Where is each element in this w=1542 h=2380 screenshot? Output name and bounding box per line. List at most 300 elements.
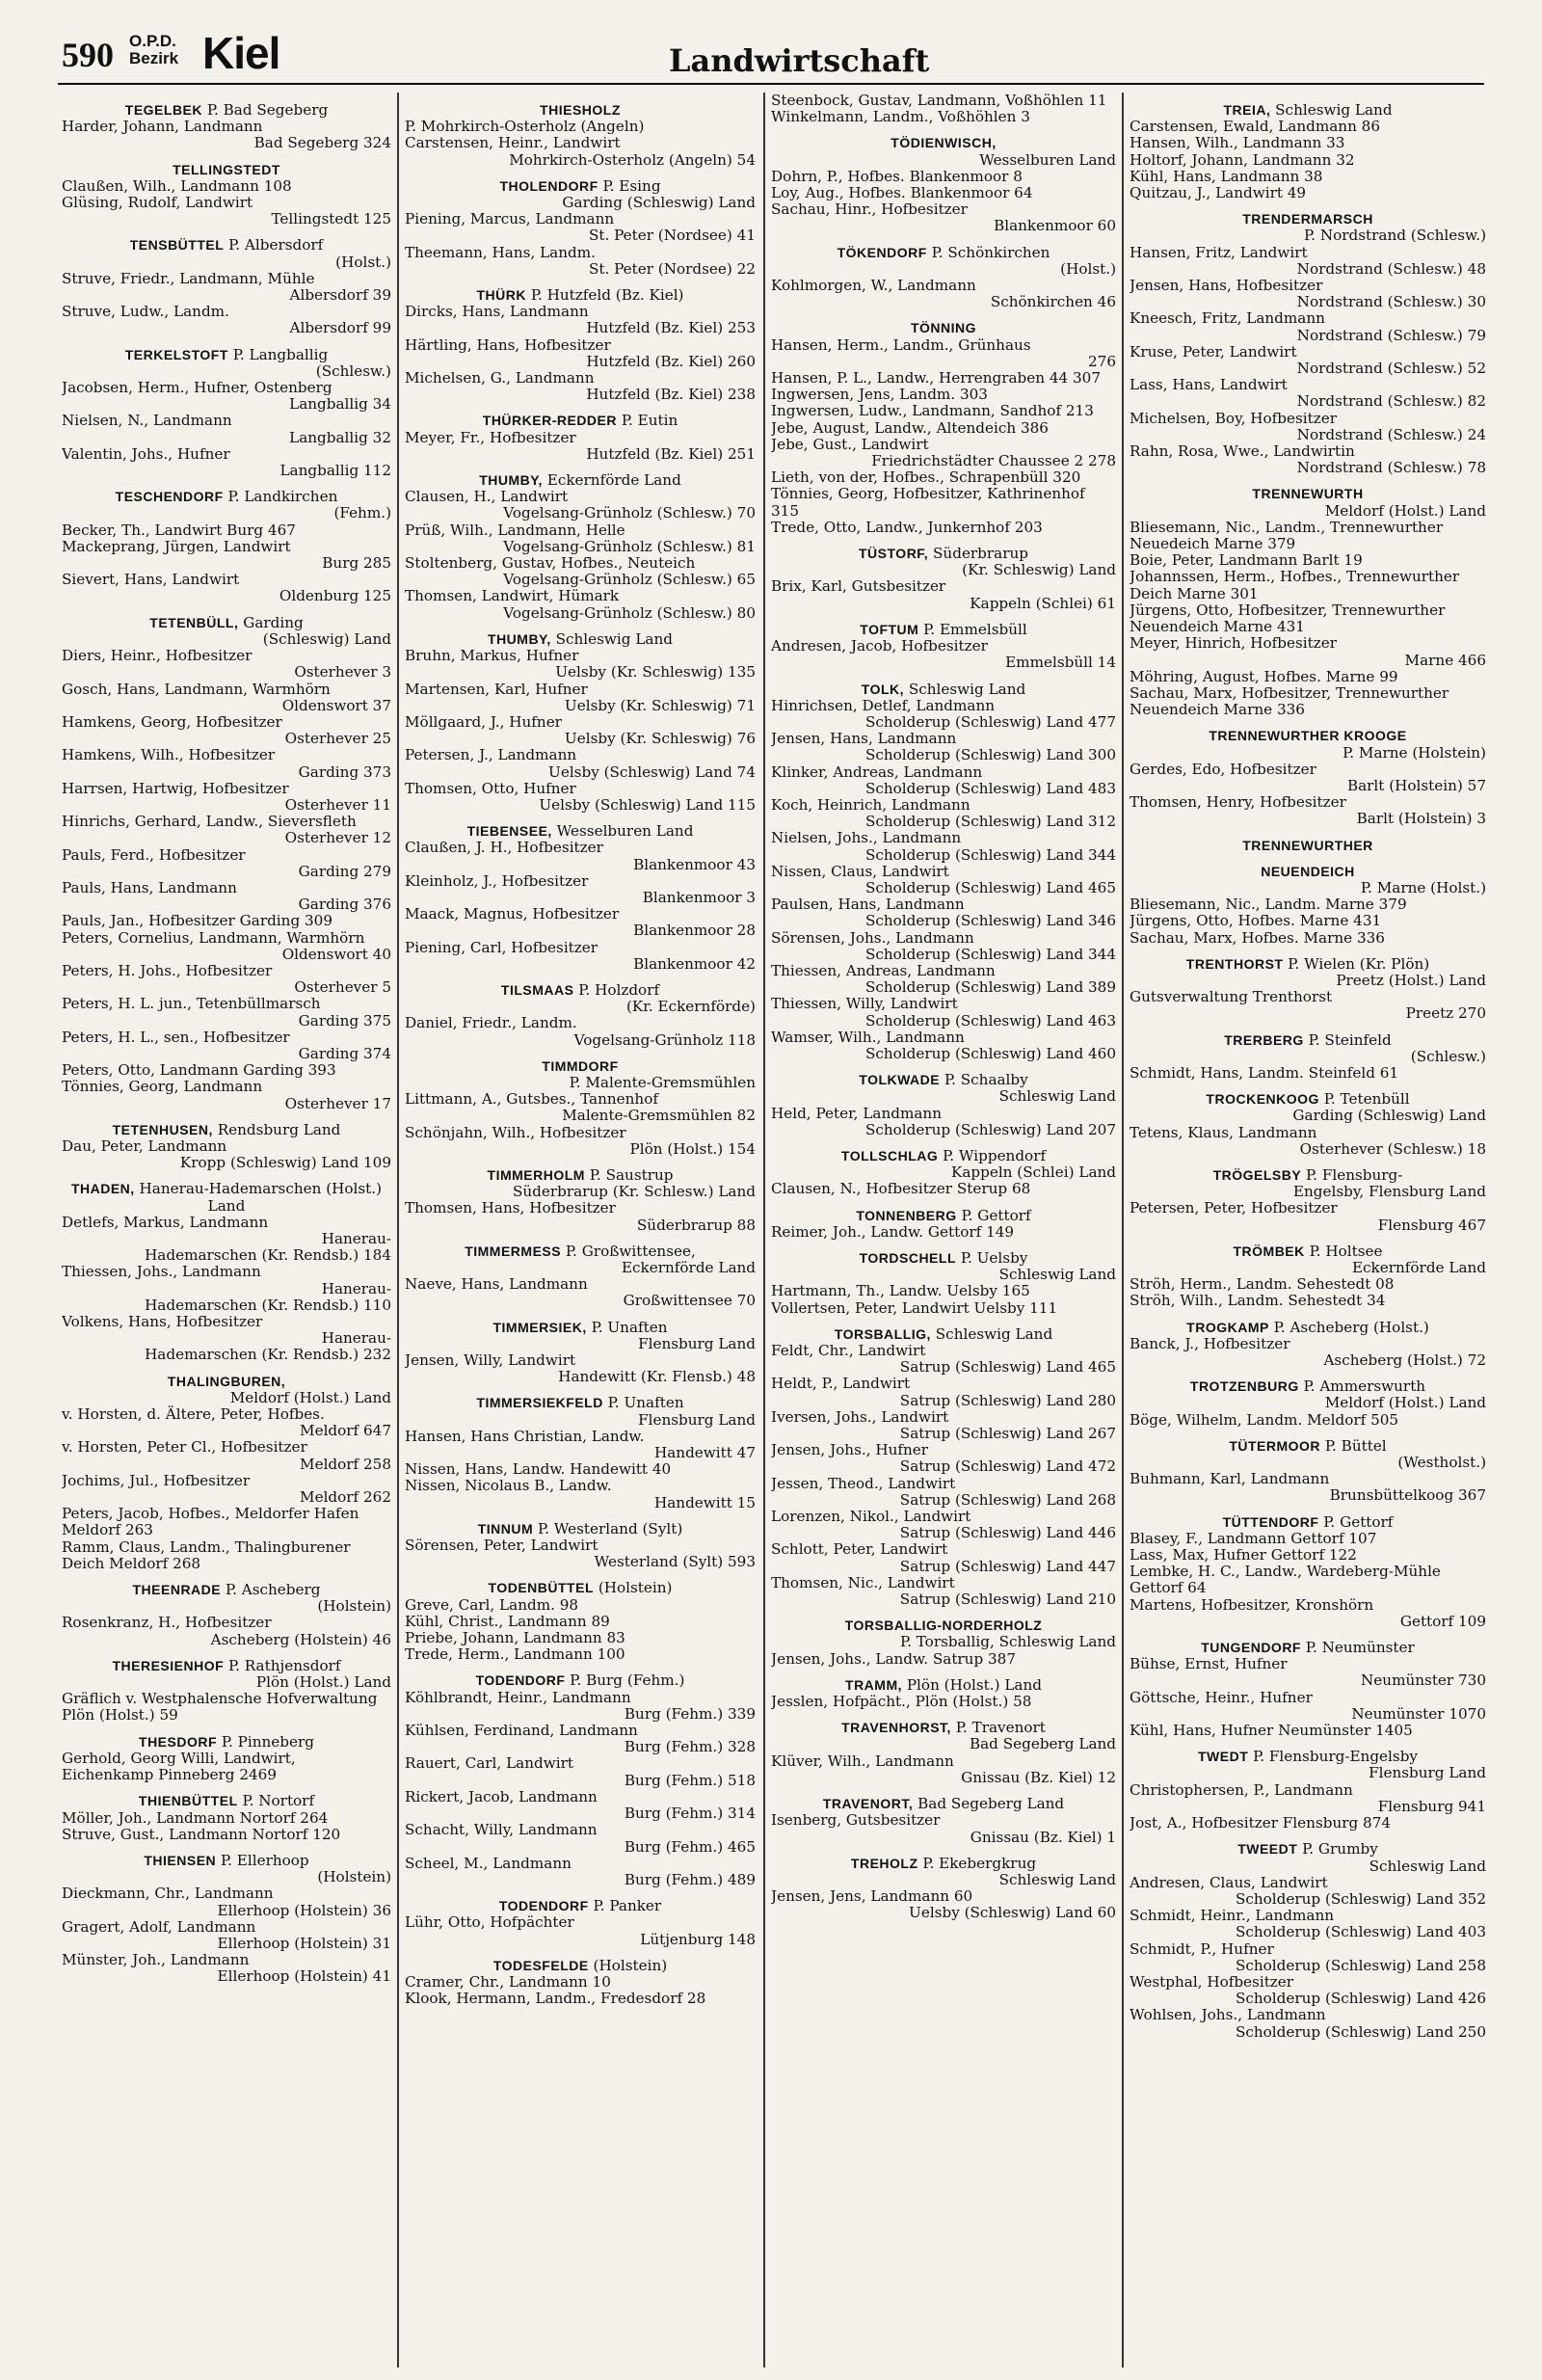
entry-continuation: Uelsby (Kr. Schleswig) 71: [564, 696, 756, 714]
entry-continuation: Ellerhoop (Holstein) 36: [217, 1901, 391, 1919]
place-name: THEENRADE: [132, 1582, 222, 1598]
entry-continuation: Flensburg Land: [638, 1410, 756, 1429]
directory-entry: Heldt, P., Landwirt: [771, 1375, 911, 1393]
entry-continuation: Eckernförde Land: [621, 1259, 756, 1276]
entry-continuation: Plön (Holst.) 154: [629, 1139, 756, 1158]
place-heading: [62, 1122, 391, 1138]
place-postal-info: P. Ascheberg (Holst.): [1268, 1318, 1429, 1336]
entry-continuation: Langballig 112: [279, 462, 391, 480]
directory-entry: Lühr, Otto, Hofpächter: [405, 1913, 574, 1932]
place-postal-info: Süderbrarup: [928, 545, 1028, 563]
place-name: TELLINGSTEDT: [173, 161, 280, 177]
entry-continuation: Satrup (Schleswig) Land 446: [899, 1524, 1116, 1542]
entry-continuation: Satrup (Schleswig) Land 472: [899, 1457, 1116, 1476]
entry-continuation: Burg (Fehm.) 328: [624, 1738, 756, 1756]
place-heading: [405, 1243, 756, 1260]
directory-entry: Buhmann, Karl, Landmann: [1130, 1470, 1330, 1488]
place-heading: [405, 1058, 756, 1075]
directory-entry: Ingwersen, Jens, Landm. 303: [771, 386, 988, 404]
entry-continuation: Vogelsang-Grünholz 118: [573, 1030, 756, 1049]
directory-entry: Schönjahn, Wilh., Hofbesitzer: [405, 1123, 626, 1141]
directory-entry: Peters, Jacob, Hofbes., Meldorfer Hafen Meldorf 263: [62, 1505, 359, 1539]
directory-entry: Hamkens, Georg, Hofbesitzer: [62, 712, 282, 731]
directory-entry: Hansen, P. L., Landw., Herrengraben 44 307: [771, 369, 1102, 388]
entry-continuation: Uelsby (Schleswig) Land 115: [539, 795, 756, 814]
place-name: TORDSCHELL: [859, 1250, 957, 1266]
entry-continuation: Ellerhoop (Holstein) 31: [217, 1934, 391, 1952]
directory-entry: Sörensen, Peter, Landwirt: [405, 1537, 598, 1555]
entry-continuation: Neumünster 1070: [1351, 1704, 1486, 1723]
bezirk-label: Bezirk: [129, 49, 179, 67]
entry-continuation: Preetz (Holst.) Land: [1336, 971, 1486, 989]
place-name: TÜTTENDORF: [1222, 1513, 1319, 1530]
directory-entry: Jessen, Theod., Landwirt: [771, 1474, 956, 1492]
entry-continuation: Scholderup (Schleswig) Land 389: [864, 978, 1116, 997]
place-postal-info: P. Holzdorf: [573, 980, 660, 999]
place-heading: [1130, 1514, 1486, 1531]
place-heading: [1130, 956, 1486, 973]
entry-continuation: Nordstrand (Schlesw.) 82: [1296, 392, 1486, 411]
place-name: TÖKENDORF: [837, 244, 927, 260]
entry-continuation: Blankenmoor 60: [994, 217, 1116, 235]
directory-entry: Maack, Magnus, Hofbesitzer: [405, 905, 620, 923]
directory-entry: Rickert, Jacob, Landmann: [405, 1787, 598, 1805]
entry-continuation: Emmelsbüll 14: [1005, 654, 1116, 672]
directory-entry: Jost, A., Hofbesitzer Flensburg 874: [1130, 1814, 1392, 1832]
directory-entry: Jebe, August, Landw., Altendeich 386: [771, 418, 1049, 437]
directory-entry: Claußen, Wilh., Landmann 108: [62, 176, 292, 195]
directory-entry: Hansen, Hans Christian, Landw.: [405, 1427, 645, 1445]
directory-entry: Klook, Hermann, Landm., Fredesdorf 28: [405, 1990, 706, 2008]
directory-entry: Michelsen, Boy, Hofbesitzer: [1130, 409, 1338, 427]
place-heading: [62, 1734, 391, 1751]
directory-entry: Bliesemann, Nic., Landm. Marne 379: [1130, 896, 1407, 914]
directory-entry: Christophersen, P., Landmann: [1130, 1780, 1353, 1799]
place-heading: [62, 489, 391, 505]
directory-entry: Göttsche, Heinr., Hufner: [1130, 1688, 1313, 1706]
directory-entry: Münster, Joh., Landmann: [62, 1951, 250, 1969]
directory-entry: Kühl, Hans, Landmann 38: [1130, 167, 1323, 185]
entry-continuation: Meldorf 647: [300, 1422, 391, 1440]
directory-entry: Gutsverwaltung Trenthorst: [1130, 988, 1333, 1006]
place-name: TROGKAMP: [1186, 1319, 1269, 1335]
directory-entry: Pauls, Hans, Landmann: [62, 878, 237, 896]
place-postal-info: P. Steinfeld: [1303, 1030, 1392, 1049]
directory-entry: Hamkens, Wilh., Hofbesitzer: [62, 746, 276, 764]
directory-entry: Nissen, Claus, Landwirt: [771, 862, 949, 880]
place-heading: [1130, 1091, 1486, 1108]
place-postal-info: P. Großwittensee,: [561, 1242, 696, 1260]
entry-continuation: Barlt (Holstein) 57: [1346, 776, 1486, 794]
column-divider: [763, 93, 765, 2367]
place-heading: [771, 1208, 1116, 1224]
entry-continuation: (Kr. Eckernförde): [625, 998, 756, 1016]
entry-continuation: P. Malente-Gremsmühlen: [569, 1073, 756, 1091]
entry-continuation: Scholderup (Schleswig) Land 352: [1235, 1889, 1486, 1908]
place-postal-info: P. Uelsby: [956, 1249, 1028, 1267]
directory-entry: Tönnies, Georg, Hofbesitzer, Kathrinenhof 315: [771, 485, 1085, 520]
place-heading: [405, 102, 756, 119]
entry-continuation: Ascheberg (Holstein) 46: [210, 1630, 391, 1648]
directory-entry: Petersen, Peter, Hofbesitzer: [1130, 1199, 1338, 1217]
column-4: [1130, 93, 1486, 2367]
directory-entry: Naeve, Hans, Landmann: [405, 1275, 588, 1294]
entry-continuation: Schleswig Land: [1369, 1857, 1486, 1875]
directory-entry: Andresen, Claus, Landwirt: [1130, 1873, 1328, 1891]
place-name: THIENSEN: [144, 1852, 217, 1868]
directory-entry: Thiessen, Johs., Landmann: [62, 1263, 261, 1281]
entry-continuation: Bad Segeberg Land: [969, 1735, 1116, 1753]
directory-entry: Paulsen, Hans, Landmann: [771, 896, 965, 914]
entry-continuation: Scholderup (Schleswig) Land 344: [864, 945, 1116, 963]
directory-entry: Bruhn, Markus, Hufner: [405, 647, 579, 665]
directory-entry: Jesslen, Hofpächt., Plön (Holst.) 58: [771, 1693, 1032, 1711]
place-name: TRENNEWURTHER KROOGE: [1209, 728, 1407, 744]
entry-continuation: Tellingstedt 125: [271, 210, 391, 228]
place-heading: [405, 1580, 756, 1596]
district-label: [129, 33, 178, 67]
place-postal-info: P. Wielen (Kr. Plön): [1283, 954, 1430, 973]
place-name: NEUENDEICH: [1261, 863, 1355, 879]
place-heading: [771, 135, 1116, 151]
directory-entry: Hansen, Wilh., Landmann 33: [1130, 134, 1345, 152]
entry-continuation: Hanerau-: [321, 1279, 391, 1297]
place-postal-info: P. Rathjensdorf: [224, 1656, 341, 1674]
entry-continuation: Blankenmoor 28: [633, 922, 756, 940]
directory-entry: Boie, Peter, Landmann Barlt 19: [1130, 551, 1363, 570]
directory-entry: Michelsen, G., Landmann: [405, 369, 595, 388]
place-heading: [771, 1618, 1116, 1634]
place-postal-info: Hanerau-Hademarschen (Holst.) Land: [134, 1180, 383, 1215]
directory-entry: Thiessen, Willy, Landwirt: [771, 995, 958, 1013]
directory-entry: Theemann, Hans, Landm.: [405, 243, 596, 261]
entry-continuation: Uelsby (Kr. Schleswig) 76: [564, 730, 756, 748]
entry-continuation: Albersdorf 99: [289, 319, 391, 337]
directory-entry: Meyer, Hinrich, Hofbesitzer: [1130, 634, 1338, 653]
directory-entry: Kneesch, Fritz, Landmann: [1130, 309, 1325, 328]
directory-entry: Thomsen, Otto, Hufner: [405, 779, 576, 797]
directory-entry: Möller, Joh., Landmann Nortorf 264: [62, 1808, 329, 1827]
directory-entry: v. Horsten, Peter Cl., Hofbesitzer: [62, 1438, 307, 1457]
place-heading: [62, 1853, 391, 1869]
directory-entry: Sachau, Hinr., Hofbesitzer: [771, 201, 968, 219]
entry-continuation: Gnissau (Bz. Kiel) 1: [970, 1828, 1116, 1846]
directory-entry: Steenbock, Gustav, Landmann, Voßhöhlen 11: [771, 93, 1107, 109]
place-postal-info: (Holstein): [594, 1579, 673, 1597]
entry-continuation: Flensburg 467: [1377, 1216, 1486, 1234]
place-name: TIEBENSEE,: [466, 823, 552, 840]
place-postal-info: P. Albersdorf: [224, 236, 324, 254]
place-postal-info: P. Saustrup: [584, 1165, 674, 1184]
place-name: TETENBÜLL,: [149, 614, 239, 630]
directory-entry: Struve, Friedr., Landmann, Mühle: [62, 269, 315, 287]
entry-continuation: Ellerhoop (Holstein) 41: [217, 1967, 391, 1986]
place-heading: [405, 982, 756, 999]
place-name: THUMBY,: [488, 630, 551, 647]
entry-continuation: (Kr. Schleswig) Land: [962, 561, 1116, 579]
entry-continuation: Oldenswort 37: [281, 696, 391, 714]
place-name: TEGELBEK: [124, 102, 203, 118]
entry-continuation: St. Peter (Nordsee) 22: [588, 259, 756, 278]
entry-continuation: Hademarschen (Kr. Rendsb.) 110: [145, 1296, 391, 1314]
directory-entry: Vollertsen, Peter, Landwirt Uelsby 111: [771, 1298, 1058, 1317]
entry-continuation: Langballig 34: [289, 395, 391, 414]
directory-entry: Klüver, Wilh., Landmann: [771, 1752, 954, 1770]
place-postal-info: P. Landkirchen: [223, 488, 338, 506]
directory-entry: Martens, Hofbesitzer, Kronshörn: [1130, 1595, 1374, 1614]
entry-continuation: Wesselburen Land: [979, 150, 1116, 169]
directory-entry: Peters, Cornelius, Landmann, Warmhörn: [62, 928, 365, 947]
place-heading: [1130, 864, 1486, 880]
entry-continuation: Uelsby (Kr. Schleswig) 135: [555, 663, 756, 682]
directory-entry: Lieth, von der, Hofbes., Schrapenbüll 320: [771, 468, 1081, 487]
directory-entry: Rahn, Rosa, Wwe., Landwirtin: [1130, 442, 1355, 461]
place-name: TORSBALLIG-NORDERHOLZ: [844, 1618, 1043, 1634]
directory-entry: Lass, Hans, Landwirt: [1130, 376, 1288, 394]
place-heading: [405, 287, 756, 304]
entry-continuation: Bad Segeberg 324: [253, 134, 391, 152]
directory-entry: Peters, H. L. jun., Tetenbüllmarsch: [62, 995, 321, 1013]
directory-entry: Böge, Wilhelm, Landm. Meldorf 505: [1130, 1410, 1399, 1429]
entry-continuation: Hademarschen (Kr. Rendsb.) 232: [145, 1346, 391, 1364]
directory-entry: Johannssen, Herm., Hofbes., Trennewurther Deich Marne 301: [1130, 568, 1460, 602]
directory-entry: Tetens, Klaus, Landmann: [1130, 1123, 1317, 1141]
entry-continuation: Uelsby (Schleswig) Land 74: [548, 762, 756, 781]
entry-continuation: Scholderup (Schleswig) Land 477: [864, 712, 1116, 731]
directory-entry: Daniel, Friedr., Landm.: [405, 1014, 577, 1032]
directory-entry: Ramm, Claus, Landm., Thalingburener Deich Meldorf 268: [62, 1538, 351, 1572]
directory-entry: Thomsen, Landwirt, Hümark: [405, 587, 620, 605]
place-postal-info: Schleswig Land: [930, 1324, 1053, 1343]
column-3: [771, 93, 1116, 2367]
directory-entry: Holtorf, Johann, Landmann 32: [1130, 150, 1355, 169]
directory-entry: Harrsen, Hartwig, Hofbesitzer: [62, 779, 289, 797]
entry-continuation: Scholderup (Schleswig) Land 312: [864, 813, 1116, 831]
directory-entry: Kühl, Christ., Landmann 89: [405, 1612, 610, 1630]
directory-entry: Pauls, Ferd., Hofbesitzer: [62, 845, 246, 864]
entry-continuation: Flensburg Land: [638, 1334, 756, 1352]
directory-entry: Thiessen, Andreas, Landmann: [771, 961, 996, 979]
place-name: TIMMERSIEK,: [492, 1319, 587, 1335]
entry-continuation: Oldenswort 40: [281, 945, 391, 963]
entry-continuation: P. Marne (Holstein): [1343, 743, 1486, 762]
directory-entry: Gragert, Adolf, Landmann: [62, 1917, 256, 1936]
directory-entry: Schlott, Peter, Landwirt: [771, 1540, 948, 1559]
entry-continuation: Hutzfeld (Bz. Kiel) 260: [586, 352, 756, 370]
place-heading: [1130, 1378, 1486, 1395]
place-postal-info: Plön (Holst.) Land: [902, 1675, 1042, 1694]
entry-continuation: Burg (Fehm.) 314: [624, 1805, 756, 1823]
section-title: Landwirtschaft: [669, 42, 930, 79]
directory-entry: Piening, Marcus, Landmann: [405, 210, 615, 228]
place-postal-info: P. Ellerhoop: [216, 1851, 309, 1869]
entry-continuation: Neumünster 730: [1361, 1671, 1486, 1690]
place-name: THIESHOLZ: [540, 102, 621, 118]
entry-continuation: Garding 374: [298, 1044, 391, 1062]
place-name: TWEEDT: [1237, 1841, 1298, 1858]
entry-continuation: (Schlesw.): [315, 361, 391, 380]
entry-continuation: Osterhever (Schlesw.) 18: [1299, 1139, 1486, 1158]
entry-continuation: Scholderup (Schleswig) Land 346: [864, 912, 1116, 930]
column-divider: [397, 93, 399, 2367]
place-name: THUMBY,: [479, 472, 543, 489]
entry-continuation: (Holst.): [335, 253, 391, 271]
place-heading: [405, 823, 756, 840]
place-name: TESCHENDORF: [115, 489, 224, 505]
place-name: TRAMM,: [845, 1676, 903, 1693]
place-name: TOLK,: [861, 681, 905, 697]
entry-continuation: Osterhever 17: [284, 1094, 391, 1112]
place-heading: [1130, 1032, 1486, 1049]
entry-continuation: Hademarschen (Kr. Rendsb.) 184: [145, 1246, 391, 1265]
place-postal-info: P. Eutin: [617, 412, 678, 430]
directory-entry: Becker, Th., Landwirt Burg 467: [62, 521, 296, 539]
directory-entry: Reimer, Joh., Landw. Gettorf 149: [771, 1222, 1015, 1241]
place-heading: [405, 631, 756, 648]
directory-entry: Hansen, Herm., Landm., Grünhaus: [771, 335, 1031, 354]
entry-continuation: Hutzfeld (Bz. Kiel) 253: [586, 319, 756, 337]
directory-entry: Gerdes, Edo, Hofbesitzer: [1130, 760, 1316, 778]
directory-entry: Schmidt, Heinr., Landmann: [1130, 1907, 1335, 1925]
place-name: TOLKWADE: [859, 1072, 941, 1088]
header-rule: [58, 83, 1484, 85]
directory-entry: Gerhold, Georg Willi, Landwirt, Eichenkamp Pinneberg 2469: [62, 1749, 296, 1784]
place-postal-info: P. Langballig: [227, 345, 329, 363]
place-heading: [1130, 102, 1486, 119]
directory-entry: Dau, Peter, Landmann: [62, 1137, 227, 1155]
place-name: TODENBÜTTEL: [488, 1580, 594, 1596]
entry-continuation: Preetz 270: [1405, 1004, 1486, 1023]
directory-entry: Harder, Johann, Landmann: [62, 118, 263, 136]
entry-continuation: Osterhever 3: [294, 663, 391, 682]
directory-entry: Jensen, Jens, Landmann 60: [771, 1887, 973, 1906]
directory-entry: Loy, Aug., Hofbes. Blankenmoor 64: [771, 184, 1033, 202]
directory-entry: Schacht, Willy, Landmann: [405, 1821, 598, 1839]
entry-continuation: Nordstrand (Schlesw.) 24: [1296, 425, 1486, 443]
place-name: THIENBÜTTEL: [138, 1793, 238, 1809]
place-name: TOFTUM: [860, 621, 919, 637]
directory-entry: Littmann, A., Gutsbes., Tannenhof: [405, 1090, 658, 1109]
directory-entry: Thomsen, Nic., Landwirt: [771, 1573, 955, 1591]
place-postal-info: Schleswig Land: [1270, 101, 1393, 119]
entry-continuation: Scholderup (Schleswig) Land 463: [864, 1011, 1116, 1030]
place-postal-info: P. Bad Segeberg: [202, 101, 329, 119]
place-heading: [1130, 1167, 1486, 1184]
directory-entry: Westphal, Hofbesitzer: [1130, 1972, 1294, 1991]
place-postal-info: P. Ammerswurth: [1298, 1377, 1426, 1396]
directory-entry: Martensen, Karl, Hufner: [405, 680, 588, 698]
place-heading: [771, 1796, 1116, 1812]
place-name: TONNENBERG: [856, 1207, 957, 1223]
place-heading: [1130, 1640, 1486, 1656]
directory-entry: Hinrichs, Gerhard, Landw., Sieversfleth: [62, 813, 357, 831]
directory-entry: Glüsing, Rudolf, Landwirt: [62, 194, 253, 212]
place-postal-info: P. Schaalby: [940, 1071, 1028, 1089]
place-name: TRÖGELSBY: [1212, 1166, 1302, 1183]
place-heading: [62, 237, 391, 254]
entry-continuation: Meldorf 258: [300, 1455, 391, 1473]
entry-continuation: Scholderup (Schleswig) Land 426: [1235, 1990, 1486, 2008]
entry-continuation: Albersdorf 39: [289, 286, 391, 305]
directory-entry: Cramer, Chr., Landmann 10: [405, 1972, 611, 1991]
directory-entry: Rauert, Carl, Landwirt: [405, 1754, 573, 1773]
entry-continuation: Hanerau-: [321, 1329, 391, 1348]
entry-continuation: Uelsby (Schleswig) Land 60: [909, 1904, 1116, 1922]
place-name: THÜRK: [476, 287, 526, 304]
entry-continuation: Kropp (Schleswig) Land 109: [179, 1154, 391, 1172]
entry-continuation: Flensburg 941: [1377, 1797, 1486, 1815]
directory-entry: Nielsen, N., Landmann: [62, 412, 232, 430]
directory-entry: Jacobsen, Herm., Hufner, Ostenberg: [62, 379, 332, 397]
place-postal-info: P. Panker: [588, 1897, 662, 1915]
place-postal-info: P. Wippendorf: [938, 1146, 1047, 1164]
entry-continuation: Nordstrand (Schlesw.) 48: [1296, 259, 1486, 278]
place-name: THÜRKER-REDDER: [482, 413, 617, 429]
entry-continuation: Handewitt (Kr. Flensb.) 48: [558, 1368, 756, 1386]
directory-entry: Möllgaard, J., Hufner: [405, 712, 562, 731]
place-heading: [62, 1181, 391, 1214]
entry-continuation: Scholderup (Schleswig) Land 250: [1235, 2022, 1486, 2041]
entry-continuation: Westerland (Sylt) 593: [594, 1553, 756, 1571]
place-heading: [771, 546, 1116, 562]
directory-entry: Dieckmann, Chr., Landmann: [62, 1885, 274, 1903]
directory-entry: Clausen, N., Hofbesitzer Sterup 68: [771, 1180, 1031, 1198]
place-heading: [1130, 1243, 1486, 1260]
entry-continuation: Burg (Fehm.) 465: [624, 1837, 756, 1856]
place-postal-info: P. Unaften: [602, 1394, 684, 1412]
entry-continuation: Blankenmoor 42: [633, 954, 756, 973]
directory-entry: Kühlsen, Ferdinand, Landmann: [405, 1722, 638, 1740]
entry-continuation: (Holstein): [317, 1868, 391, 1886]
directory-entry: Clausen, H., Landwirt: [405, 488, 569, 506]
entry-continuation: Oldenburg 125: [279, 587, 391, 605]
place-postal-info: P. Gettorf: [956, 1206, 1031, 1224]
place-name: TREIA,: [1223, 102, 1271, 118]
place-name: TORSBALLIG,: [834, 1325, 931, 1342]
place-postal-info: P. Ascheberg: [221, 1581, 321, 1599]
directory-entry: Struve, Ludw., Landm.: [62, 303, 229, 321]
directory-entry: Jebe, Gust., Landwirt: [771, 435, 929, 453]
place-name: TÖNNING: [910, 320, 977, 336]
entry-continuation: Burg 285: [322, 554, 391, 573]
directory-entry: Lass, Max, Hufner Gettorf 122: [1130, 1546, 1357, 1564]
entry-continuation: Ascheberg (Holst.) 72: [1323, 1351, 1486, 1370]
directory-entry: Sachau, Marx, Hofbesitzer, Trennewurther Neuendeich Marne 336: [1130, 683, 1449, 719]
entry-continuation: Scholderup (Schleswig) Land 344: [864, 845, 1116, 864]
entry-continuation: (Holst.): [1060, 259, 1116, 278]
place-postal-info: (Holstein): [588, 1956, 668, 1974]
place-heading: [405, 178, 756, 195]
place-heading: [771, 682, 1116, 698]
place-heading: [62, 1582, 391, 1598]
place-name: TROCKENKOOG: [1206, 1091, 1319, 1108]
page-number: 590: [62, 36, 114, 74]
entry-continuation: Marne 466: [1404, 651, 1486, 669]
directory-entry: Dircks, Hans, Landmann: [405, 303, 589, 321]
entry-continuation: Meldorf (Holst.) Land: [1324, 501, 1486, 520]
directory-entry: Kruse, Peter, Landwirt: [1130, 342, 1297, 361]
directory-entry: Claußen, J. H., Hofbesitzer: [405, 839, 603, 857]
directory-entry: Klinker, Andreas, Landmann: [771, 762, 983, 781]
entry-continuation: Brunsbüttelkoog 367: [1329, 1486, 1486, 1505]
place-heading: [771, 1072, 1116, 1088]
place-heading: [1130, 1841, 1486, 1858]
directory-entry: Jensen, Johs., Landw. Satrup 387: [771, 1649, 1017, 1668]
directory-entry: Hartmann, Th., Landw. Uelsby 165: [771, 1282, 1030, 1300]
directory-entry: Wamser, Wilh., Landmann: [771, 1028, 965, 1046]
place-heading: [62, 1374, 391, 1390]
place-heading: [1130, 1438, 1486, 1455]
